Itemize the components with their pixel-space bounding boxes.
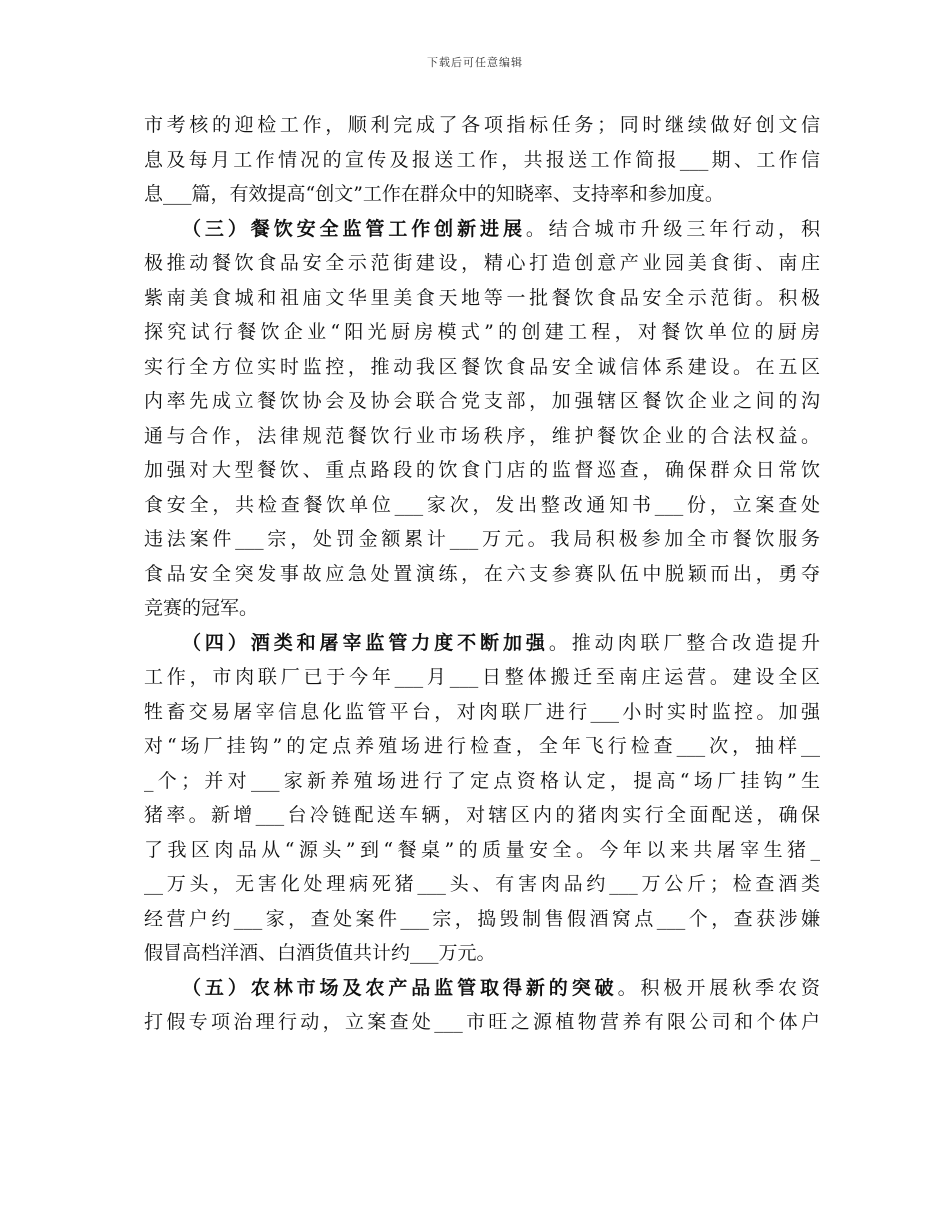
paragraph-text: __万头，无害化处理病死猪___头、有害肉品约___万公斤；检查酒类 xyxy=(144,873,820,895)
text-line xyxy=(144,212,820,247)
text-line xyxy=(144,419,820,454)
paragraph-text: 市考核的迎检工作，顺利完成了各项指标任务；同时继续做好创文信 xyxy=(144,114,820,136)
text-line xyxy=(144,626,820,661)
paragraph-text: 猪率。新增___台冷链配送车辆，对辖区内的猪肉实行全面配送，确保 xyxy=(144,804,820,826)
text-line xyxy=(144,591,820,626)
paragraph-text: 对“场厂挂钩”的定点养殖场进行检查，全年飞行检查___次，抽样__ xyxy=(144,735,820,757)
text-line xyxy=(144,867,820,902)
text-line xyxy=(144,177,820,212)
paragraph-text: 通与合作，法律规范餐饮行业市场秩序，维护餐饮企业的合法权益。 xyxy=(144,424,820,447)
text-line xyxy=(144,729,820,764)
text-line xyxy=(144,143,820,178)
paragraph-text: 实行全方位实时监控，推动我区餐饮食品安全诚信体系建设。在五区 xyxy=(144,355,820,378)
paragraph-text: 探究试行餐饮企业“阳光厨房模式”的创建工程，对餐饮单位的厨房 xyxy=(144,321,820,343)
paragraph-text: 经营户约___家，查处案件___宗，捣毁制售假酒窝点___个，查获涉嫌 xyxy=(144,907,820,930)
section-heading: （三）餐饮安全监管工作创新进展 xyxy=(182,217,526,240)
text-line xyxy=(144,350,820,385)
text-line xyxy=(144,798,820,833)
text-line xyxy=(144,971,820,1006)
text-line xyxy=(144,488,820,523)
paragraph-text: 食品安全突发事故应急处置演练，在六支参赛队伍中脱颖而出，勇夺 xyxy=(144,562,820,585)
paragraph-text: 违法案件___宗，处罚金额累计___万元。我局积极参加全市餐饮服务 xyxy=(144,528,820,550)
page-header: 下载后可任意编辑 xyxy=(427,56,523,69)
text-line xyxy=(144,108,820,143)
text-line xyxy=(144,660,820,695)
document-body xyxy=(144,108,820,1040)
text-line xyxy=(144,1005,820,1040)
text-line xyxy=(144,384,820,419)
paragraph-text: _个；并对___家新养殖场进行了定点资格认定，提高“场厂挂钩”生 xyxy=(144,769,820,792)
text-line xyxy=(144,833,820,868)
text-line xyxy=(144,557,820,592)
text-line xyxy=(144,936,820,971)
text-line xyxy=(144,246,820,281)
text-line xyxy=(144,281,820,316)
text-line xyxy=(144,695,820,730)
paragraph-text: 息及每月工作情况的宣传及报送工作，共报送工作简报___期、工作信 xyxy=(144,148,820,171)
paragraph-text: 了我区肉品从“源头”到“餐桌”的质量安全。今年以来共屠宰生猪_ xyxy=(144,838,820,861)
text-line xyxy=(144,764,820,799)
paragraph-text: 。推动肉联厂整合改造提升 xyxy=(548,631,820,654)
paragraph-text: 工作，市肉联厂已于今年___月___日整体搬迁至南庄运营。建设全区 xyxy=(144,666,820,688)
text-line xyxy=(144,315,820,350)
text-line xyxy=(144,453,820,488)
paragraph-text: 内率先成立餐饮协会及协会联合党支部，加强辖区餐饮企业之间的沟 xyxy=(144,390,820,412)
paragraph-text: 。结合城市升级三年行动，积 xyxy=(525,217,820,240)
paragraph-text: 打假专项治理行动，立案查处___市旺之源植物营养有限公司和个体户 xyxy=(144,1011,820,1033)
paragraph-text: 极推动餐饮食品安全示范街建设，精心打造创意产业园美食街、南庄 xyxy=(144,252,820,274)
paragraph-text: 息___篇，有效提高“创文”工作在群众中的知晓率、支持率和参加度。 xyxy=(144,183,724,205)
paragraph-text: 食安全，共检查餐饮单位___家次，发出整改通知书___份，立案查处 xyxy=(144,493,820,516)
text-line xyxy=(144,902,820,937)
paragraph-text: 假冒高档洋酒、白酒货值共计约___万元。 xyxy=(144,942,496,964)
paragraph-text: 加强对大型餐饮、重点路段的饮食门店的监督巡查，确保群众日常饮 xyxy=(144,459,820,481)
text-line xyxy=(144,522,820,557)
section-heading: （五）农林市场及农产品监管取得新的突破 xyxy=(182,976,618,999)
paragraph-text: 。积极开展秋季农资 xyxy=(617,976,820,999)
paragraph-text: 牲畜交易屠宰信息化监管平台，对肉联厂进行___小时实时监控。加强 xyxy=(144,700,820,723)
paragraph-text: 紫南美食城和祖庙文华里美食天地等一批餐饮食品安全示范街。积极 xyxy=(144,286,820,309)
section-heading: （四）酒类和屠宰监管力度不断加强 xyxy=(182,631,549,654)
paragraph-text: 竞赛的冠军。 xyxy=(144,597,259,619)
